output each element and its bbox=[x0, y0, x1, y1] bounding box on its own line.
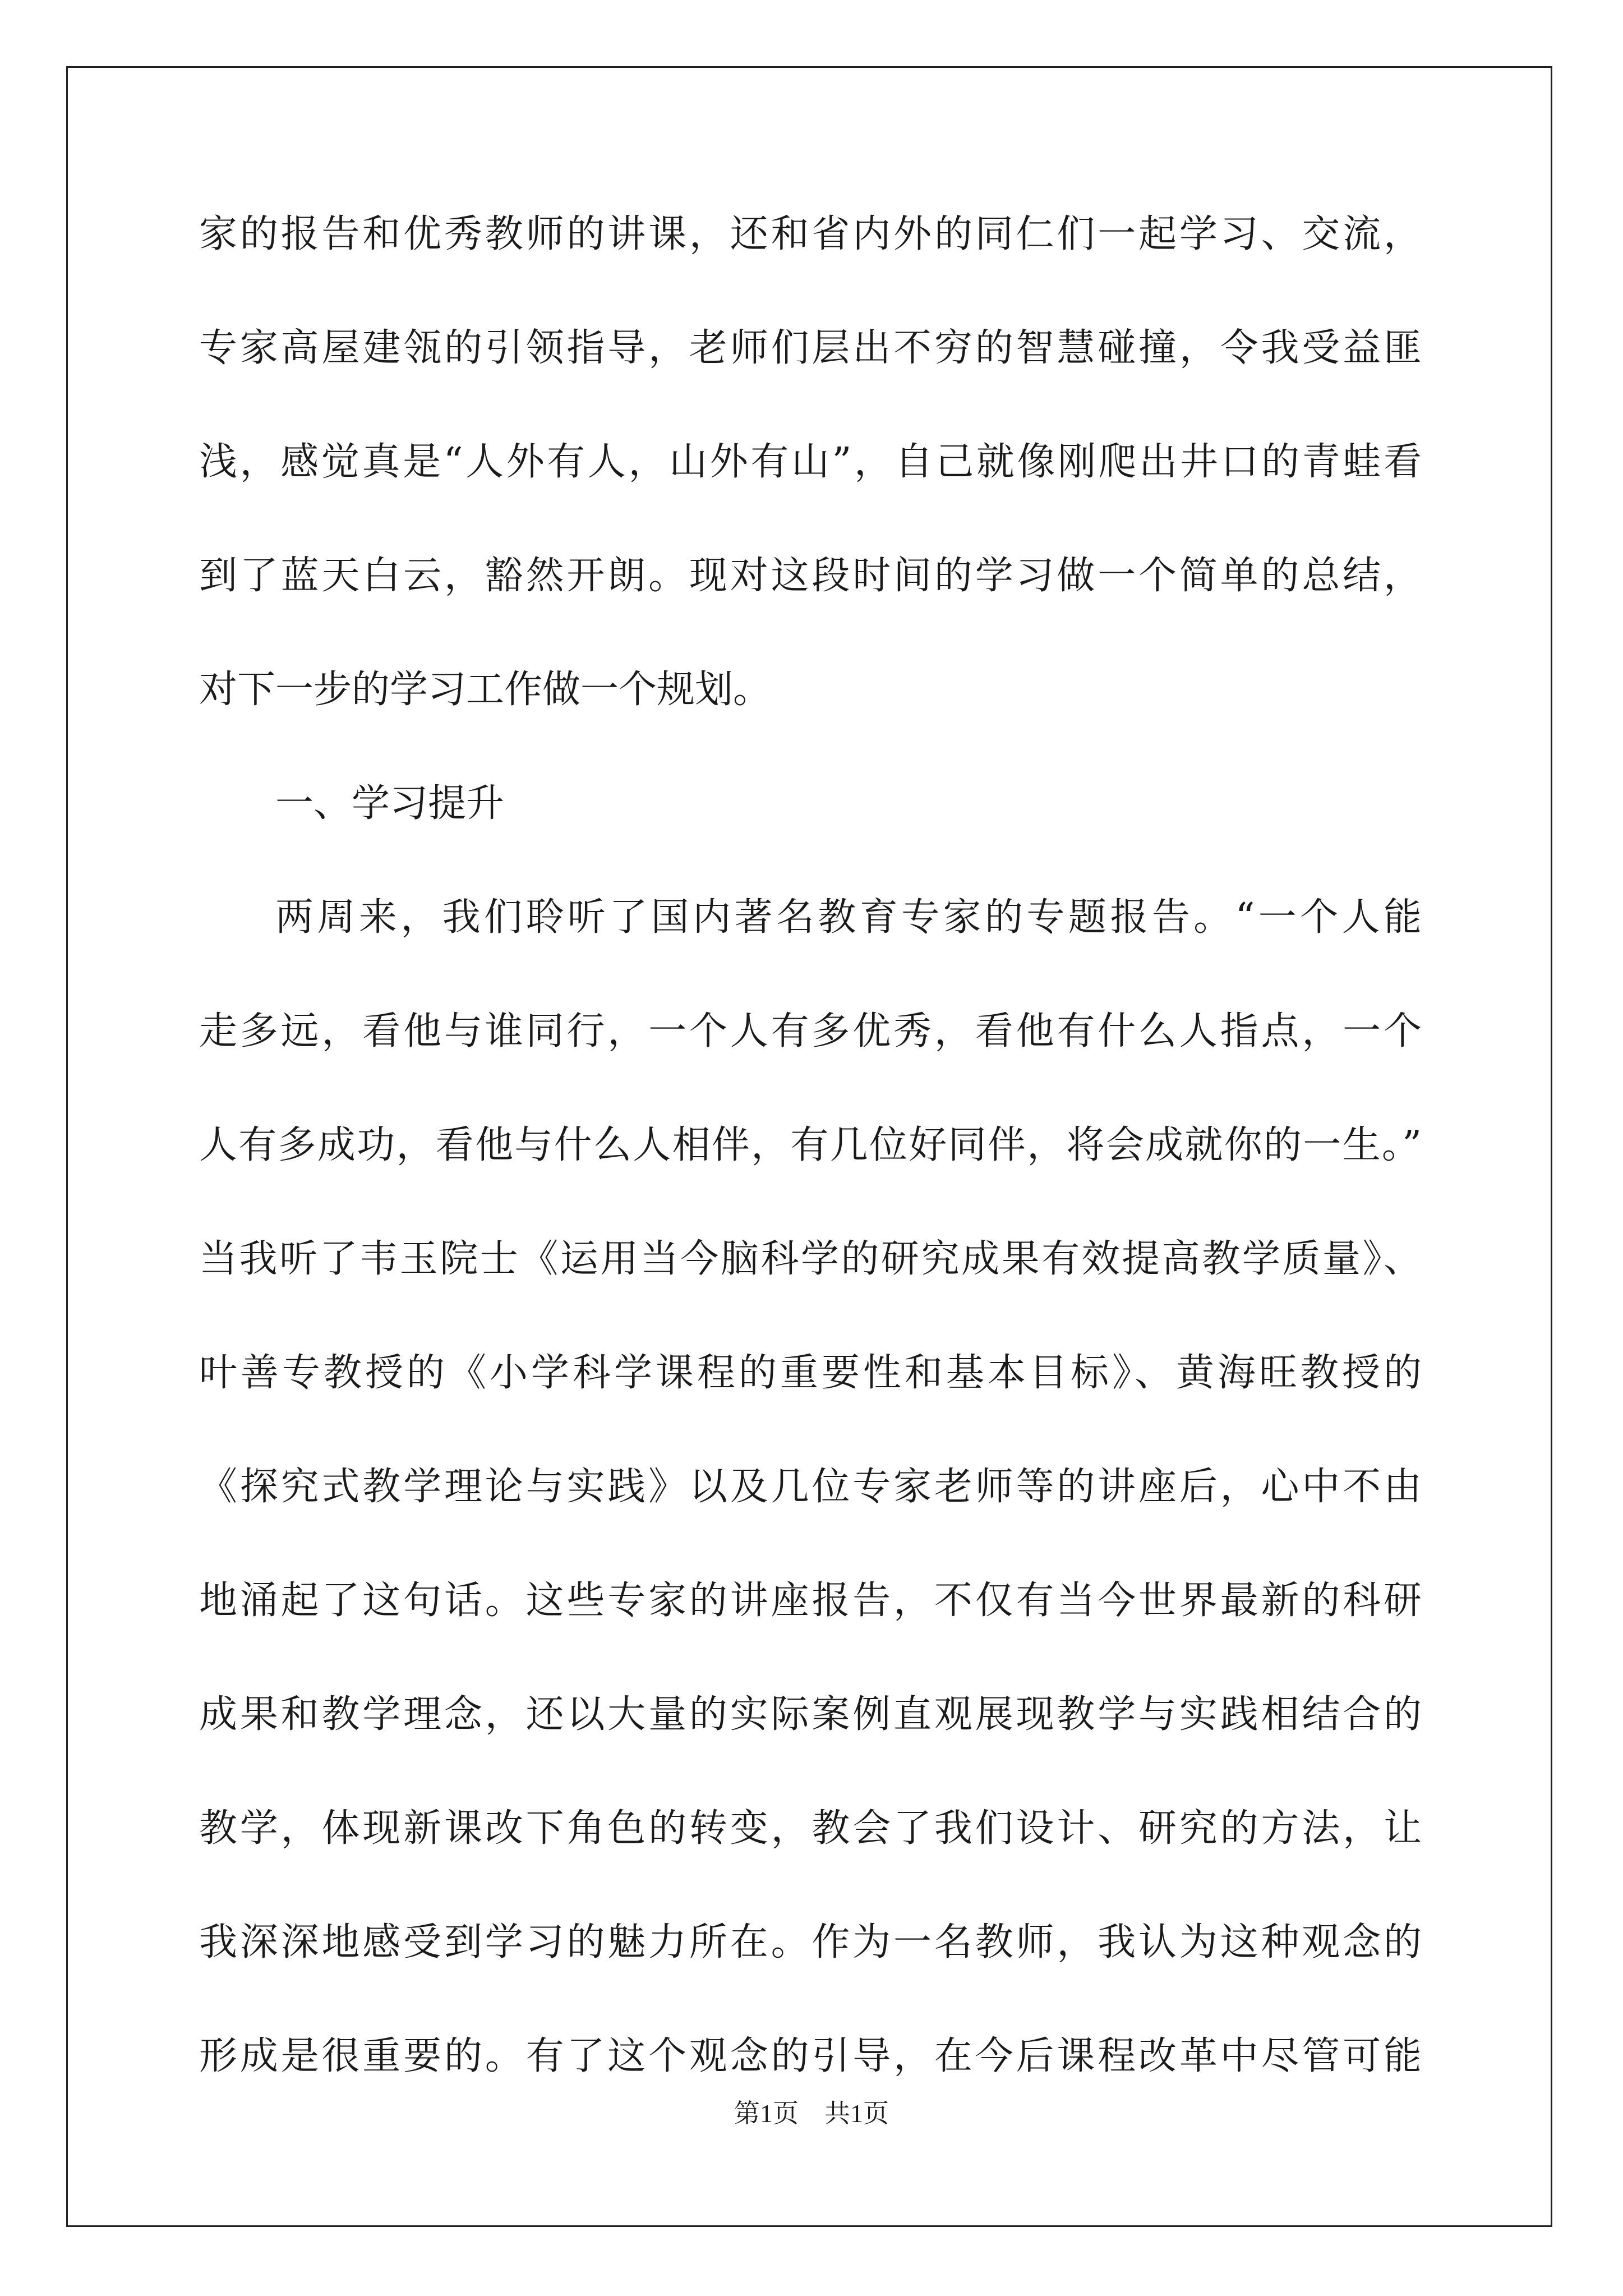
text-line: 《探究式教学理论与实践》以及几位专家老师等的讲座后，心中不由 bbox=[199, 1465, 1422, 1509]
page-number: 第1页 bbox=[734, 2099, 799, 2128]
text-line: 形成是很重要的。有了这个观念的引导，在今后课程改革中尽管可能 bbox=[199, 2034, 1422, 2078]
text-line: 成果和教学理念，还以大量的实际案例直观展现教学与实践相结合的 bbox=[199, 1692, 1422, 1737]
text-line: 对下一步的学习工作做一个规划。 bbox=[199, 668, 772, 712]
text-line: 到了蓝天白云，豁然开朗。现对这段时间的学习做一个简单的总结， bbox=[199, 554, 1422, 598]
text-line: 当我听了韦玉院士《运用当今脑科学的研究成果有效提高教学质量》、 bbox=[199, 1237, 1422, 1281]
text-line: 两周来，我们聆听了国内著名教育专家的专题报告。“一个人能 bbox=[275, 895, 1422, 940]
text-line: 浅，感觉真是“人外有人，山外有山”，自己就像刚爬出井口的青蛙看 bbox=[199, 440, 1422, 484]
text-line: 家的报告和优秀教师的讲课，还和省内外的同仁们一起学习、交流， bbox=[199, 212, 1422, 256]
page-footer bbox=[0, 2097, 1623, 2131]
text-line: 我深深地感受到学习的魅力所在。作为一名教师，我认为这种观念的 bbox=[199, 1920, 1422, 1964]
page-total: 共1页 bbox=[824, 2099, 889, 2128]
text-line: 人有多成功，看他与什么人相伴，有几位好同伴，将会成就你的一生。” bbox=[199, 1123, 1422, 1167]
text-line: 专家高屋建瓴的引领指导，老师们层出不穷的智慧碰撞，令我受益匪 bbox=[199, 326, 1422, 370]
section-heading: 一、学习提升 bbox=[275, 781, 505, 826]
text-line: 地涌起了这句话。这些专家的讲座报告，不仅有当今世界最新的科研 bbox=[199, 1579, 1422, 1623]
text-line: 走多远，看他与谁同行，一个人有多优秀，看他有什么人指点，一个 bbox=[199, 1009, 1422, 1053]
text-line: 叶善专教授的《小学科学课程的重要性和基本目标》、黄海旺教授的 bbox=[199, 1351, 1422, 1395]
text-line: 教学，体现新课改下角色的转变，教会了我们设计、研究的方法，让 bbox=[199, 1806, 1422, 1851]
